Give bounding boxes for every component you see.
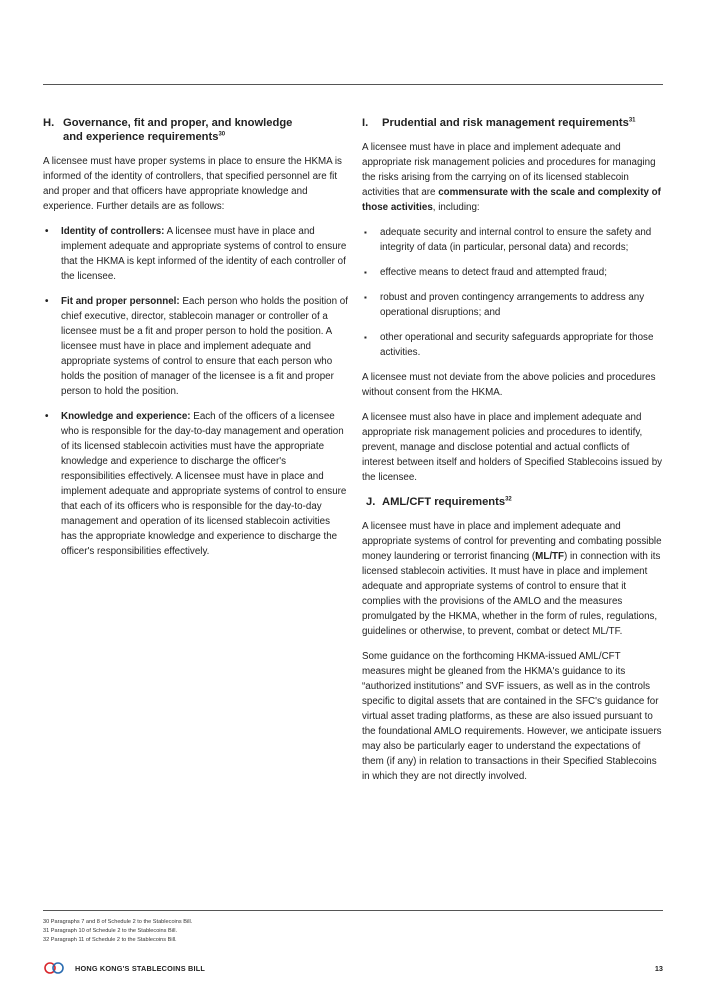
footnote-ref: 32 <box>505 496 512 503</box>
text: ) in connection with its licensed stablecoin activities. It must have in place and implement adequate and appropriate systems of control to ensure that it complies with the provisions of the AMLO and the measures promulgated by the HKMA, whether in the form of rules, regulations, guidelines or otherwise, to prevent, combat or detect ML/TF. <box>362 551 661 637</box>
left-column <box>43 116 348 569</box>
top-rule <box>43 84 663 85</box>
footer-title: HONG KONG'S STABLECOINS BILL <box>75 964 206 973</box>
list-item <box>43 409 348 559</box>
section-i-intro <box>362 140 664 215</box>
list-item <box>43 294 348 399</box>
section-letter: H. <box>43 117 55 129</box>
item-text: Each of the officers of a licensee who is responsible for the day-to-day management and operation of its licensed stablecoin activities must have the appropriate knowledge and experience to discharge the officer's responsibilities effectively. A licensee must have in place and implement adequate and appropriate systems of control to ensure that each of its officers who is responsible for the day-to-day management and operation of its licensed stablecoin activities has the appropriate knowledge and experience to discharge the officer's responsibilities effectively. <box>61 411 347 557</box>
heading-line-2: and experience requirements <box>63 131 219 143</box>
footnote-rule <box>43 910 663 911</box>
section-title: Prudential and risk management requirements <box>382 117 629 129</box>
heading-line-1: Governance, fit and proper, and knowledge <box>63 117 293 129</box>
list-item: ▪ other operational and security safeguards appropriate for those activities. <box>362 330 664 360</box>
footnotes <box>43 918 192 945</box>
text: A licensee must have in place and implement adequate and appropriate risk management policies and procedures for managing the risks arising from the carrying on of its licensed stablecoin activities that are <box>362 142 656 198</box>
text: A licensee must have in place and implement adequate and appropriate systems of control for preventing and combating possible money laundering or terrorist financing ( <box>362 521 662 562</box>
section-i-list <box>362 225 664 360</box>
item-lead: Fit and proper personnel: <box>61 296 180 307</box>
footnote: 32 Paragraph 11 of Schedule 2 to the Stablecoins Bill. <box>43 937 177 943</box>
section-i-heading <box>362 116 664 130</box>
item-text: A licensee must have in place and implement adequate and appropriate systems of control to ensure that the HKMA is kept informed of the identity of each controller of the licensee. <box>61 226 347 282</box>
emphasis: ML/TF <box>535 551 565 562</box>
item-text: Each person who holds the position of chief executive, director, stablecoin manager or controller of a licensee must be a fit and proper person to hold the position. A licensee must have in place and implement adequate and appropriate systems of control to ensure that each person who holds the position of manager of the licensee is a fit and proper person to hold the position. <box>61 296 348 397</box>
text: , including: <box>432 202 480 213</box>
right-column <box>362 116 664 794</box>
section-j-paragraph <box>362 519 664 639</box>
section-letter: J. <box>366 496 376 508</box>
page-number: 13 <box>654 964 663 973</box>
footnote: 30 Paragraphs 7 and 8 of Schedule 2 to the Stablecoins Bill. <box>43 919 193 925</box>
item-lead: Knowledge and experience: <box>61 411 191 422</box>
emphasis: commensurate with the scale and complexity of those activities <box>362 187 661 213</box>
section-j-heading <box>362 495 664 509</box>
section-title: AML/CFT requirements <box>382 496 506 508</box>
list-item: ▪ adequate security and internal control to ensure the safety and integrity of data (in particular, personal data) and records; <box>362 225 664 255</box>
footnote-ref: 30 <box>218 131 226 138</box>
section-i-paragraph: A licensee must not deviate from the above policies and procedures without consent from the HKMA. <box>362 372 656 398</box>
section-h-intro: A licensee must have proper systems in place to ensure the HKMA is informed of the identity of controllers, that specified personnel are fit and proper and that officers have appropriate knowledge and experience. Further details are as follows: <box>43 156 342 212</box>
list-item: ▪ effective means to detect fraud and attempted fraud; <box>362 265 664 280</box>
footnote: 31 Paragraph 10 of Schedule 2 to the Stablecoins Bill. <box>43 928 178 934</box>
section-h-list <box>43 224 348 559</box>
section-i-paragraph: A licensee must also have in place and implement adequate and appropriate risk management policies and procedures to identify, prevent, manage and disclose potential and actual conflicts of interest between itself and holders of Specified Stablecoins issued by the licensee. <box>362 412 663 483</box>
footnote-ref: 31 <box>628 117 636 124</box>
item-lead: Identity of controllers: <box>61 226 165 237</box>
section-h-heading <box>43 116 348 144</box>
section-letter: I. <box>362 117 369 129</box>
list-item: ▪ robust and proven contingency arrangements to address any operational disruptions; and <box>362 290 664 320</box>
section-j-paragraph: Some guidance on the forthcoming HKMA-issued AML/CFT measures might be gleaned from the HKMA's guidance to its “authorized institutions” and SVF issuers, as well as in the controls specific to digital assets that are contained in the SFC's guidance for virtual asset trading platforms, as these are also issued pursuant to the foundational AMLO requirements. However, we anticipate issuers may also be particularly eager to understand the expectations of them (if any) in relation to transactions in their Specified Stablecoins in which they are not directly involved. <box>362 651 662 782</box>
page-footer <box>43 962 663 976</box>
logo-icon <box>43 962 67 974</box>
list-item <box>43 224 348 284</box>
